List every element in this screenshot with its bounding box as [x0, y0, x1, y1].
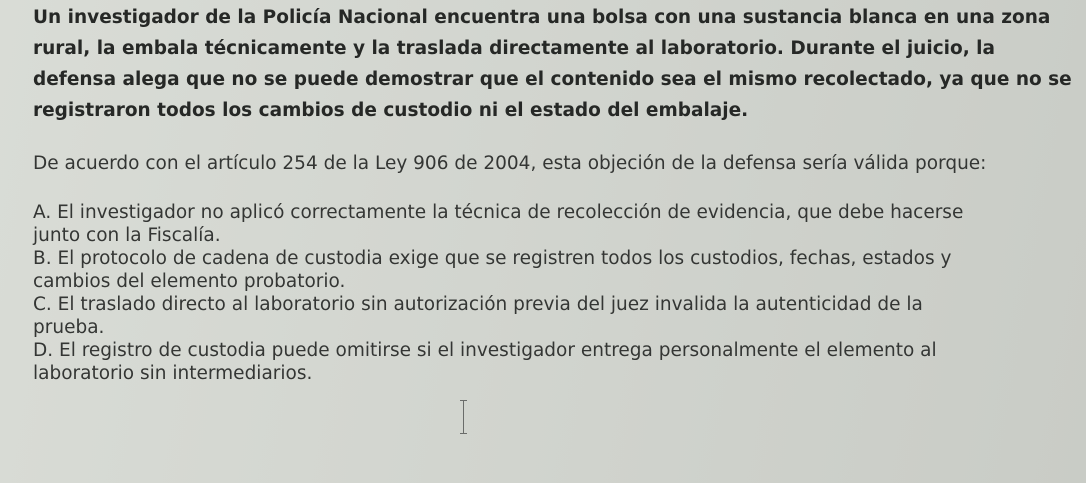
- answer-options: [33, 201, 1073, 385]
- option-a-line2: junto con la Fiscalía.: [33, 225, 221, 246]
- option-c-line1: C. El traslado directo al laboratorio sin autorización previa del juez invalida la autenticidad de la: [33, 294, 923, 315]
- question-prompt: De acuerdo con el artículo 254 de la Ley 906 de 2004, esta objeción de la defensa sería válida porque:: [33, 153, 987, 174]
- option-b-line2: cambios del elemento probatorio.: [33, 271, 346, 292]
- option-d[interactable]: [33, 339, 1073, 385]
- question-document: [33, 0, 1073, 385]
- option-a[interactable]: [33, 201, 1073, 247]
- option-d-line1: D. El registro de custodia puede omitirse si el investigador entrega personalmente el elemento al: [33, 340, 937, 361]
- option-b-line1: B. El protocolo de cadena de custodia exige que se registren todos los custodios, fechas, estados y: [33, 248, 952, 269]
- option-d-line2: laboratorio sin intermediarios.: [33, 363, 313, 384]
- option-b[interactable]: [33, 247, 1073, 293]
- option-c[interactable]: [33, 293, 1073, 339]
- option-a-line1: A. El investigador no aplicó correctamente la técnica de recolección de evidencia, que debe hacerse: [33, 202, 964, 223]
- question-stem: Un investigador de la Policía Nacional encuentra una bolsa con una sustancia blanca en una zona rural, la embala técnicamente y la traslada directamente al laboratorio. Durante el juicio, la defensa alega que no se puede demostrar que el contenido sea el mismo recolectado, ya que no se registraron todos los cambios de custodio ni el estado del embalaje.: [33, 7, 1072, 121]
- option-c-line2: prueba.: [33, 317, 105, 338]
- text-cursor-icon: [463, 400, 464, 434]
